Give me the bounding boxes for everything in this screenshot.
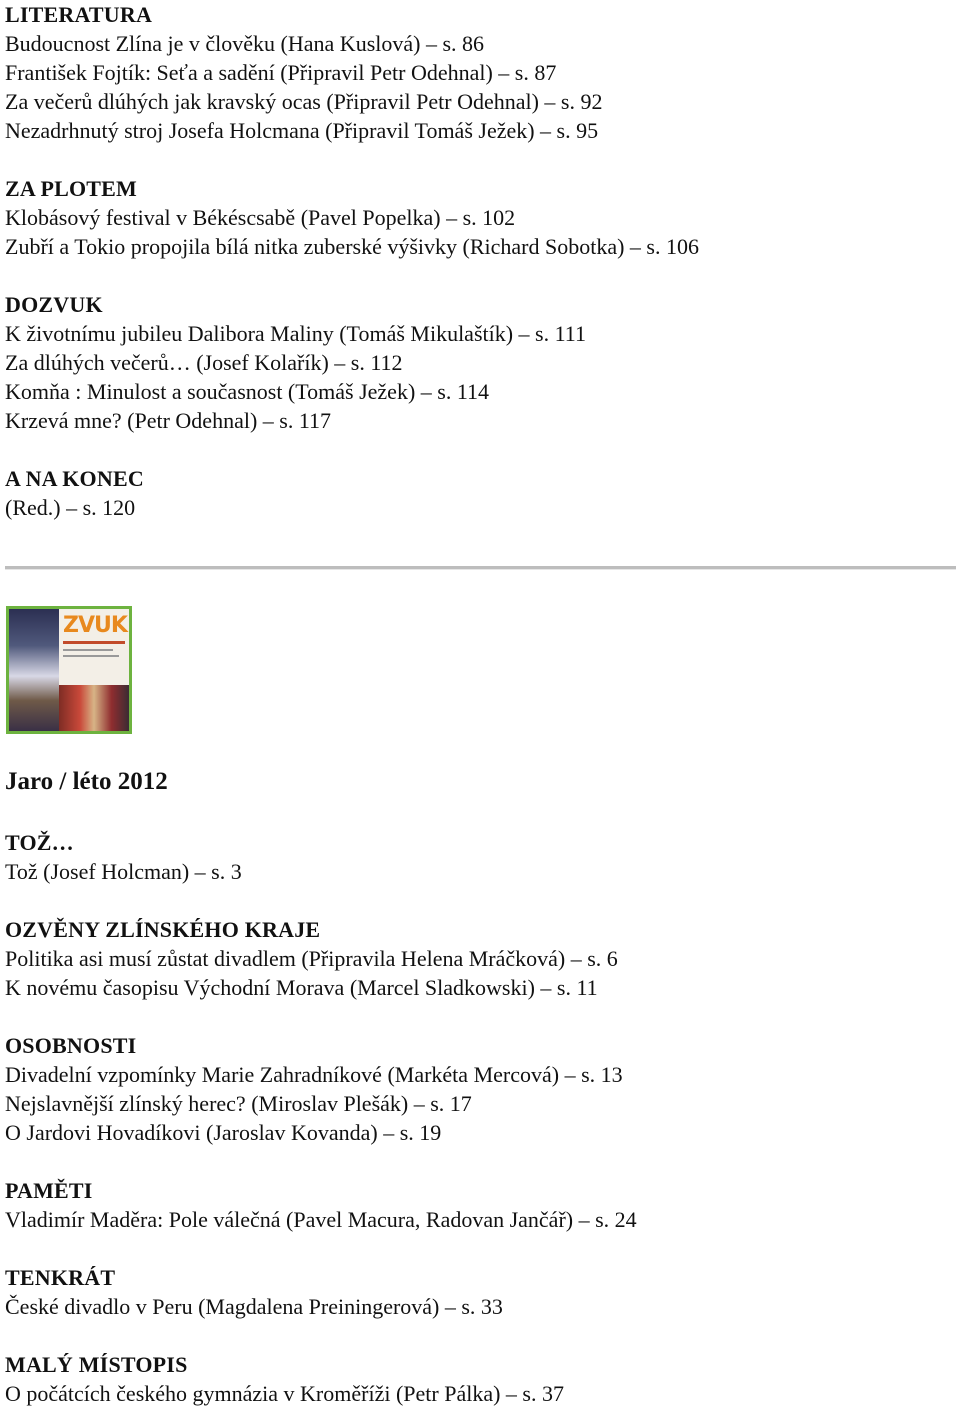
section-heading: OSOBNOSTI xyxy=(5,1033,137,1058)
toc-entry: Divadelní vzpomínky Marie Zahradníkové (Markéta Mercová) – s. 13 xyxy=(5,1062,623,1087)
section-heading: LITERATURA xyxy=(5,2,153,27)
toc-entry: Nejslavnější zlínský herec? (Miroslav Plešák) – s. 17 xyxy=(5,1091,472,1116)
cover-photo-bottom xyxy=(59,685,129,731)
toc-section xyxy=(5,1350,955,1408)
cover-logo: ZVUK xyxy=(63,613,127,638)
section-heading: A NA KONEC xyxy=(5,466,144,491)
toc-section xyxy=(5,290,955,435)
toc-section xyxy=(5,0,955,145)
horizontal-divider xyxy=(5,566,956,570)
toc-entry: K novému časopisu Východní Morava (Marcel Sladkowski) – s. 11 xyxy=(5,975,598,1000)
section-heading: PAMĚTI xyxy=(5,1178,93,1203)
toc-entry: Zubří a Tokio propojila bílá nitka zuberské výšivky (Richard Sobotka) – s. 106 xyxy=(5,234,699,259)
toc-entry: Vladimír Maděra: Pole válečná (Pavel Macura, Radovan Jančář) – s. 24 xyxy=(5,1207,637,1232)
toc-entry: O Jardovi Hovadíkovi (Jaroslav Kovanda) – s. 19 xyxy=(5,1120,442,1145)
toc-section xyxy=(5,915,955,1002)
toc-part-2 xyxy=(5,828,955,1408)
toc-section xyxy=(5,174,955,261)
toc-section xyxy=(5,1263,955,1321)
cover-photo-left xyxy=(9,609,59,731)
issue-title: Jaro / léto 2012 xyxy=(5,768,168,795)
section-heading: OZVĚNY ZLÍNSKÉHO KRAJE xyxy=(5,917,321,942)
section-heading: DOZVUK xyxy=(5,292,103,317)
toc-section xyxy=(5,1176,955,1234)
toc-section xyxy=(5,1031,955,1147)
section-heading: MALÝ MÍSTOPIS xyxy=(5,1352,188,1377)
toc-entry: Za dlúhých večerů… (Josef Kolařík) – s. 112 xyxy=(5,350,403,375)
section-heading: ZA PLOTEM xyxy=(5,176,137,201)
toc-section xyxy=(5,464,955,522)
toc-entry: K životnímu jubileu Dalibora Maliny (Tomáš Mikulaštík) – s. 111 xyxy=(5,321,586,346)
toc-entry: Tož (Josef Holcman) – s. 3 xyxy=(5,859,242,884)
toc-entry: České divadlo v Peru (Magdalena Preiningerová) – s. 33 xyxy=(5,1294,503,1319)
section-heading: TENKRÁT xyxy=(5,1265,116,1290)
toc-entry: (Red.) – s. 120 xyxy=(5,495,136,520)
toc-entry: František Fojtík: Seťa a sadění (Připravil Petr Odehnal) – s. 87 xyxy=(5,60,557,85)
magazine-cover-thumbnail xyxy=(6,606,132,734)
toc-entry: Komňa : Minulost a současnost (Tomáš Ježek) – s. 114 xyxy=(5,379,490,404)
toc-entry: Politika asi musí zůstat divadlem (Připravila Helena Mráčková) – s. 6 xyxy=(5,946,618,971)
toc-entry: Krzevá mne? (Petr Odehnal) – s. 117 xyxy=(5,408,332,433)
toc-entry: Klobásový festival v Békéscsabě (Pavel Popelka) – s. 102 xyxy=(5,205,516,230)
toc-entry: O počátcích českého gymnázia v Kroměříži (Petr Pálka) – s. 37 xyxy=(5,1381,564,1406)
toc-entry: Za večerů dlúhých jak kravský ocas (Připravil Petr Odehnal) – s. 92 xyxy=(5,89,603,114)
toc-entry: Nezadrhnutý stroj Josefa Holcmana (Připravil Tomáš Ježek) – s. 95 xyxy=(5,118,599,143)
section-heading: TOŽ… xyxy=(5,830,74,855)
toc-entry: Budoucnost Zlína je v člověku (Hana Kuslová) – s. 86 xyxy=(5,31,485,56)
toc-part-1 xyxy=(5,0,955,522)
cover-masthead xyxy=(59,609,129,731)
toc-section xyxy=(5,828,955,886)
